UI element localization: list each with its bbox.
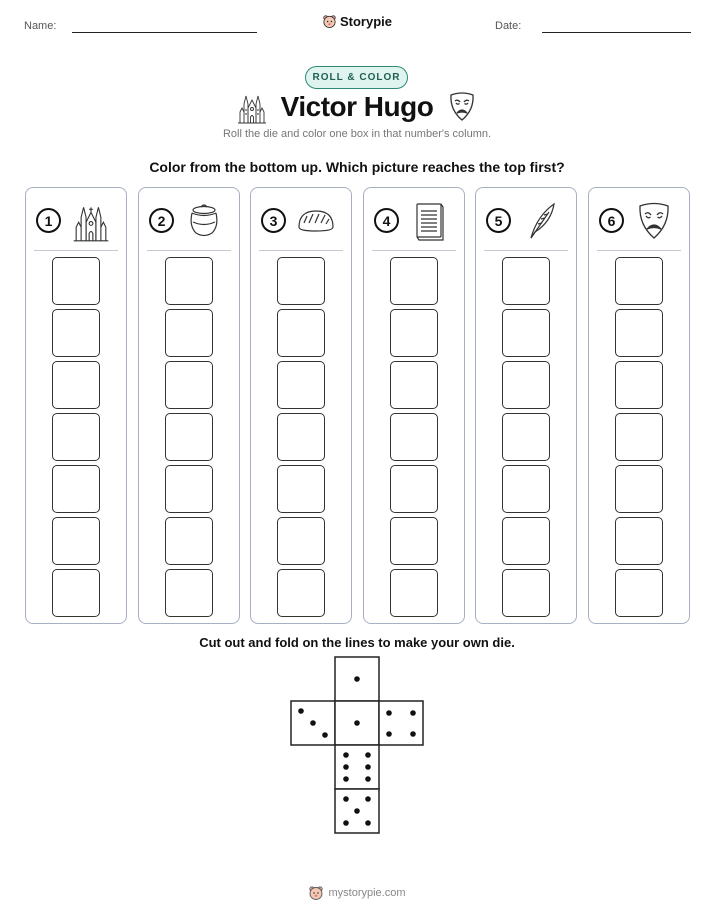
color-box[interactable]	[52, 257, 100, 305]
column-divider	[34, 250, 118, 251]
activity-badge: ROLL & COLOR	[305, 66, 408, 89]
pip	[322, 732, 328, 738]
color-box[interactable]	[165, 465, 213, 513]
color-box[interactable]	[390, 569, 438, 617]
footer-url[interactable]: mystorypie.com	[328, 887, 406, 899]
pip	[365, 764, 371, 770]
roll-column-3	[250, 187, 352, 624]
color-box[interactable]	[615, 361, 663, 409]
brand-name: Storypie	[339, 14, 392, 29]
color-box[interactable]	[615, 517, 663, 565]
color-box[interactable]	[390, 361, 438, 409]
color-box[interactable]	[277, 569, 325, 617]
column-header	[476, 188, 576, 250]
pip	[410, 731, 416, 737]
color-box[interactable]	[165, 257, 213, 305]
roll-column-2	[138, 187, 240, 624]
pip	[343, 776, 349, 782]
subtitle: Roll the die and color one box in that number's column.	[222, 128, 492, 140]
column-divider	[484, 250, 568, 251]
color-box[interactable]	[52, 569, 100, 617]
pip	[365, 796, 371, 802]
color-box[interactable]	[615, 465, 663, 513]
cathedral-icon	[237, 90, 267, 124]
roll-column-4	[363, 187, 465, 624]
color-box[interactable]	[390, 465, 438, 513]
color-box[interactable]	[390, 517, 438, 565]
color-box[interactable]	[615, 309, 663, 357]
roll-column-6	[588, 187, 690, 624]
color-box[interactable]	[277, 413, 325, 461]
storypie-mascot-icon	[322, 14, 337, 29]
color-box[interactable]	[502, 569, 550, 617]
color-box[interactable]	[165, 361, 213, 409]
pip	[365, 820, 371, 826]
quill-icon	[521, 200, 561, 242]
tragedy-mask-icon	[634, 200, 674, 242]
name-label: Name:	[24, 20, 57, 32]
roll-column-1	[25, 187, 127, 624]
color-box[interactable]	[52, 309, 100, 357]
cathedral-icon	[71, 200, 111, 242]
column-header	[364, 188, 464, 250]
color-box[interactable]	[165, 517, 213, 565]
color-box[interactable]	[277, 309, 325, 357]
column-divider	[147, 250, 231, 251]
pip	[298, 708, 304, 714]
die-face-4	[379, 701, 423, 745]
pip	[386, 731, 392, 737]
column-header	[26, 188, 126, 250]
column-divider	[597, 250, 681, 251]
pip	[354, 720, 360, 726]
title-row	[0, 90, 714, 124]
color-box[interactable]	[165, 413, 213, 461]
color-box[interactable]	[277, 517, 325, 565]
date-label: Date:	[495, 20, 522, 32]
column-header	[251, 188, 351, 250]
die-net	[290, 656, 425, 836]
column-divider	[372, 250, 456, 251]
pip	[365, 776, 371, 782]
pot-icon	[184, 200, 224, 242]
roll-column-5	[475, 187, 577, 624]
cut-instruction: Cut out and fold on the lines to make your own die.	[199, 635, 515, 650]
die-face-6	[335, 745, 379, 789]
brand-logo	[0, 14, 714, 29]
color-box[interactable]	[277, 465, 325, 513]
storypie-mascot-icon	[308, 885, 324, 901]
column-header	[139, 188, 239, 250]
color-box[interactable]	[390, 309, 438, 357]
pip	[343, 764, 349, 770]
color-box[interactable]	[165, 309, 213, 357]
color-box[interactable]	[502, 361, 550, 409]
footer	[0, 885, 714, 901]
name-line	[72, 32, 257, 33]
color-box[interactable]	[277, 257, 325, 305]
color-box[interactable]	[277, 361, 325, 409]
color-box[interactable]	[390, 413, 438, 461]
pip	[410, 710, 416, 716]
color-box[interactable]	[615, 569, 663, 617]
column-number: 6	[599, 208, 624, 233]
bread-icon	[296, 200, 336, 242]
color-box[interactable]	[52, 413, 100, 461]
color-box[interactable]	[52, 361, 100, 409]
pip	[310, 720, 316, 726]
color-box[interactable]	[390, 257, 438, 305]
tragedy-mask-icon	[447, 90, 477, 124]
column-number: 3	[261, 208, 286, 233]
color-box[interactable]	[502, 257, 550, 305]
column-header	[589, 188, 689, 250]
date-line	[542, 32, 691, 33]
color-box[interactable]	[502, 465, 550, 513]
pip	[386, 710, 392, 716]
column-number: 1	[36, 208, 61, 233]
column-number: 5	[486, 208, 511, 233]
color-box[interactable]	[502, 309, 550, 357]
pip	[354, 676, 360, 682]
column-number: 2	[149, 208, 174, 233]
column-divider	[259, 250, 343, 251]
color-box[interactable]	[52, 517, 100, 565]
pip	[343, 752, 349, 758]
color-box[interactable]	[502, 517, 550, 565]
color-box[interactable]	[165, 569, 213, 617]
color-box[interactable]	[502, 413, 550, 461]
column-number: 4	[374, 208, 399, 233]
page-title: Victor Hugo	[280, 91, 434, 122]
book-icon	[409, 200, 449, 242]
pip	[343, 820, 349, 826]
pip	[365, 752, 371, 758]
instruction: Color from the bottom up. Which picture reaches the top first?	[149, 159, 565, 175]
color-box[interactable]	[615, 257, 663, 305]
color-box[interactable]	[52, 465, 100, 513]
pip	[343, 796, 349, 802]
color-box[interactable]	[615, 413, 663, 461]
pip	[354, 808, 360, 814]
